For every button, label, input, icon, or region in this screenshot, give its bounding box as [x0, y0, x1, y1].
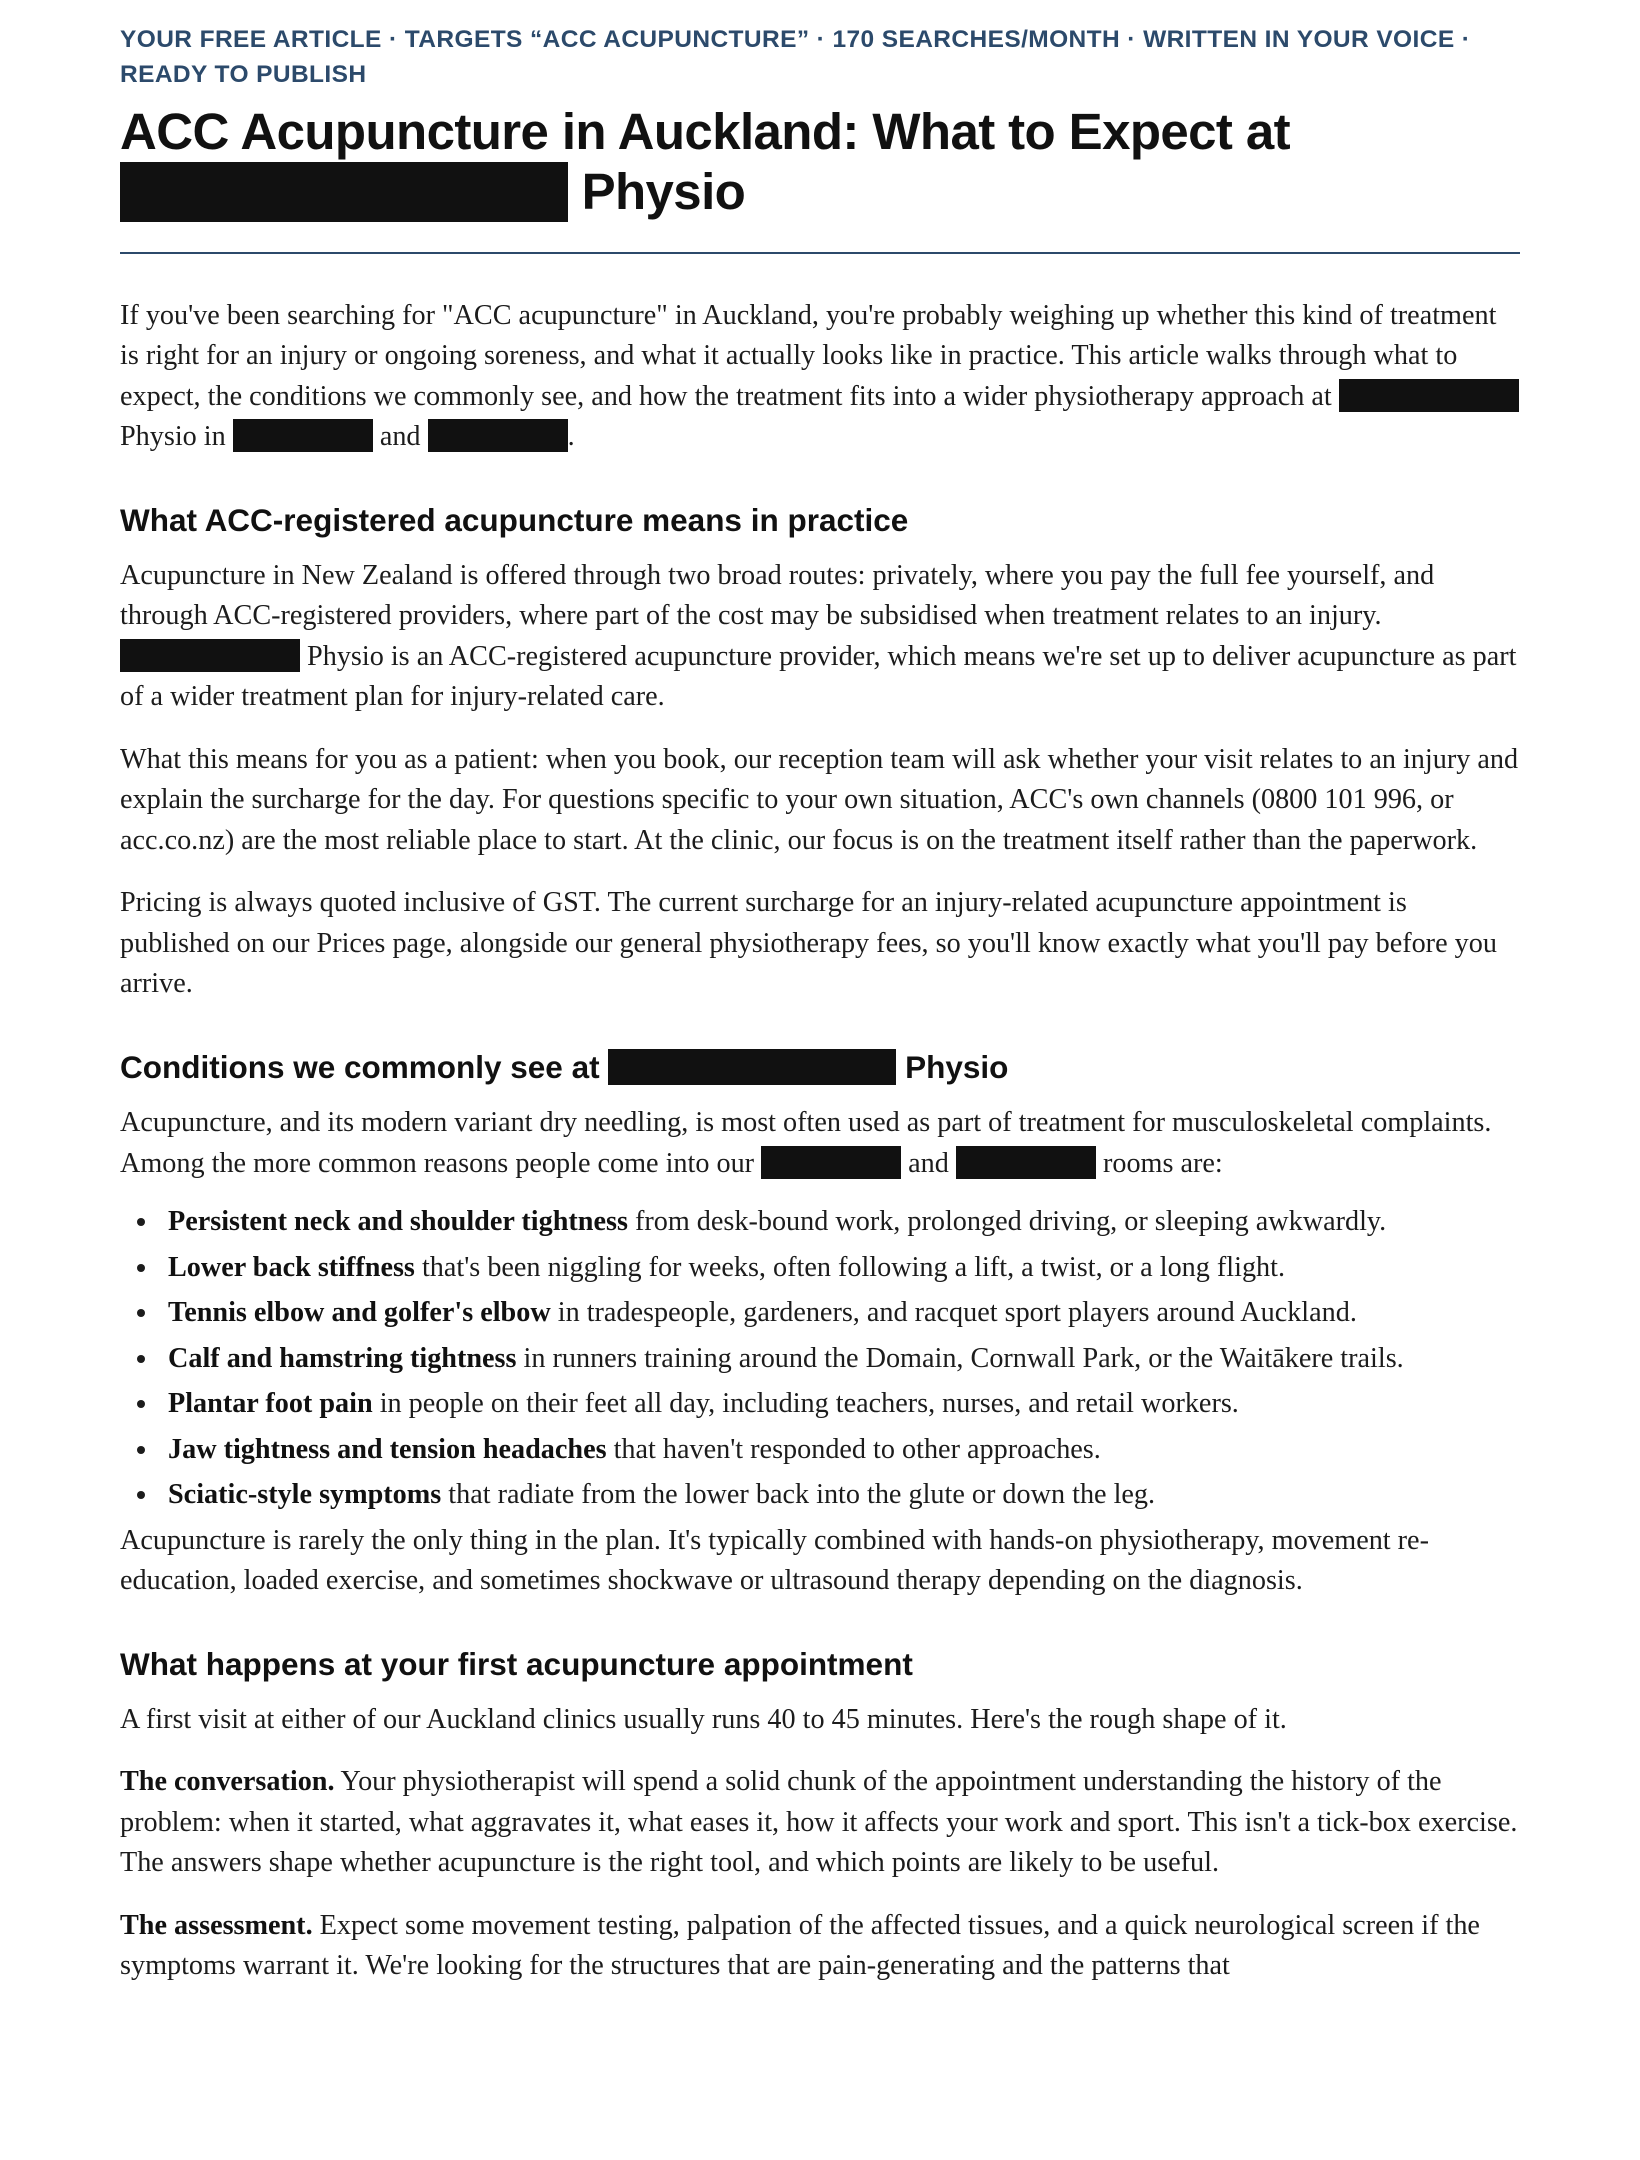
heading-text: Conditions we commonly see at	[120, 1048, 600, 1085]
bullet-icon	[137, 1491, 145, 1499]
redacted-location	[428, 419, 568, 452]
body-text: Physio is an ACC-registered acupuncture provider, which means we're set up to deliver acupuncture as part of a wider treatment plan for injury-related care.	[120, 640, 1517, 713]
list-item-bold: Plantar foot pain	[168, 1388, 373, 1420]
list-item-bold: Sciatic-style symptoms	[168, 1479, 442, 1511]
list-item-text: in tradespeople, gardeners, and racquet sport players around Auckland.	[550, 1297, 1357, 1329]
paragraph-lead: The assessment.	[120, 1909, 313, 1941]
body-paragraph: A first visit at either of our Auckland clinics usually runs 40 to 45 minutes. Here's the rough shape of it.	[120, 1703, 1287, 1735]
body-text: and	[908, 1147, 949, 1179]
body-paragraph: Acupuncture is rarely the only thing in the plan. It's typically combined with hands-on physiotherapy, movement re-education, loaded exercise, and sometimes shockwave or ultrasound therapy depending on the diagnosis.	[120, 1524, 1429, 1597]
conditions-list	[120, 1202, 1520, 1516]
redacted-clinic-name	[120, 162, 568, 222]
body-paragraph	[120, 1103, 1520, 1184]
body-text: Acupuncture, and its modern variant dry needling, is most often used as part of treatment for musculoskeletal complaints. Among the more common reasons people come into our	[120, 1107, 1492, 1179]
body-text: Your physiotherapist will spend a solid chunk of the appointment understanding the history of the problem: when it started, what aggravates it, what eases it, how it affects your work and sport. This isn't a tick-box exercise. The answers shape whether acupuncture is the right tool, and which points are likely to be useful.	[120, 1766, 1518, 1879]
body-paragraph	[120, 1762, 1520, 1884]
bullet-icon	[137, 1355, 145, 1363]
section-heading: What happens at your first acupuncture appointment	[120, 1645, 913, 1682]
list-item	[120, 1339, 1520, 1380]
article-page	[120, 22, 1520, 1987]
list-item	[120, 1248, 1520, 1289]
intro-paragraph	[120, 296, 1520, 458]
title-text-physio: Physio	[581, 163, 746, 220]
list-item-text: in runners training around the Domain, Cornwall Park, or the Waitākere trails.	[516, 1342, 1404, 1374]
body-paragraph: What this means for you as a patient: when you book, our reception team will ask whether your visit relates to an injury and explain the surcharge for the day. For questions specific to your own situation, ACC's own channels (0800 101 996, or acc.co.nz) are the most reliable place to start. At the clinic, our focus is on the treatment itself rather than the paperwork.	[120, 743, 1519, 856]
list-item-bold: Persistent neck and shoulder tightness	[168, 1206, 628, 1238]
section-heading: What ACC-registered acupuncture means in practice	[120, 501, 909, 538]
article-kicker: YOUR FREE ARTICLE · TARGETS “ACC ACUPUNCTURE” · 170 SEARCHES/MONTH · WRITTEN IN YOUR VOICE · READY TO PUBLISH	[120, 26, 1471, 88]
body-text: rooms are:	[1102, 1147, 1223, 1179]
paragraph-lead: The conversation.	[120, 1766, 335, 1798]
bullet-icon	[137, 1309, 145, 1317]
body-text: Acupuncture in New Zealand is offered through two broad routes: privately, where you pay the full fee yourself, and through ACC-registered providers, where part of the cost may be subsidised when treatment relates to an injury.	[120, 559, 1435, 632]
intro-text: and	[379, 421, 421, 453]
body-paragraph	[120, 1906, 1520, 1987]
bullet-icon	[137, 1400, 145, 1408]
intro-text: .	[567, 421, 575, 453]
list-item-bold: Lower back stiffness	[168, 1251, 415, 1283]
bullet-icon	[137, 1264, 145, 1272]
list-item	[120, 1202, 1520, 1243]
list-item	[120, 1475, 1520, 1516]
heading-text: Physio	[905, 1048, 1009, 1085]
bullet-icon	[137, 1446, 145, 1454]
list-item-bold: Jaw tightness and tension headaches	[168, 1433, 607, 1465]
list-item	[120, 1293, 1520, 1334]
redacted-clinic-name	[608, 1049, 896, 1085]
body-paragraph: Pricing is always quoted inclusive of GST. The current surcharge for an injury-related acupuncture appointment is published on our Prices page, alongside our general physiotherapy fees, so you'll know exactly what you'll pay before you arrive.	[120, 887, 1497, 1000]
bullet-icon	[137, 1218, 145, 1226]
list-item-text: in people on their feet all day, including teachers, nurses, and retail workers.	[372, 1388, 1239, 1420]
body-text: Expect some movement testing, palpation of the affected tissues, and a quick neurological screen if the symptoms warrant it. We're looking for the structures that are pain-generating and the patterns that	[120, 1909, 1480, 1982]
redacted-location	[233, 419, 373, 452]
article-title	[120, 102, 1520, 226]
redacted-location	[761, 1146, 901, 1179]
redacted-location	[956, 1146, 1096, 1179]
list-item	[120, 1384, 1520, 1425]
intro-text: Physio in	[120, 421, 226, 453]
list-item-bold: Tennis elbow and golfer's elbow	[168, 1297, 551, 1329]
title-divider	[120, 252, 1520, 254]
list-item-bold: Calf and hamstring tightness	[168, 1342, 517, 1374]
list-item	[120, 1430, 1520, 1471]
section-heading	[120, 1047, 1520, 1088]
list-item-text: that haven't responded to other approaches.	[606, 1433, 1101, 1465]
redacted-clinic-name	[1339, 379, 1519, 412]
body-paragraph	[120, 556, 1520, 718]
redacted-clinic-name	[120, 639, 300, 672]
title-text: ACC Acupuncture in Auckland: What to Expect at	[120, 103, 1291, 160]
list-item-text: that radiate from the lower back into the glute or down the leg.	[441, 1479, 1156, 1511]
intro-text: If you've been searching for "ACC acupuncture" in Auckland, you're probably weighing up whether this kind of treatment is right for an injury or ongoing soreness, and what it actually looks like in practice. This article walks through what to expect, the conditions we commonly see, and how the treatment fits into a wider physiotherapy approach at	[120, 299, 1497, 412]
list-item-text: that's been niggling for weeks, often following a lift, a twist, or a long flight.	[414, 1251, 1286, 1283]
list-item-text: from desk-bound work, prolonged driving, or sleeping awkwardly.	[627, 1206, 1387, 1238]
